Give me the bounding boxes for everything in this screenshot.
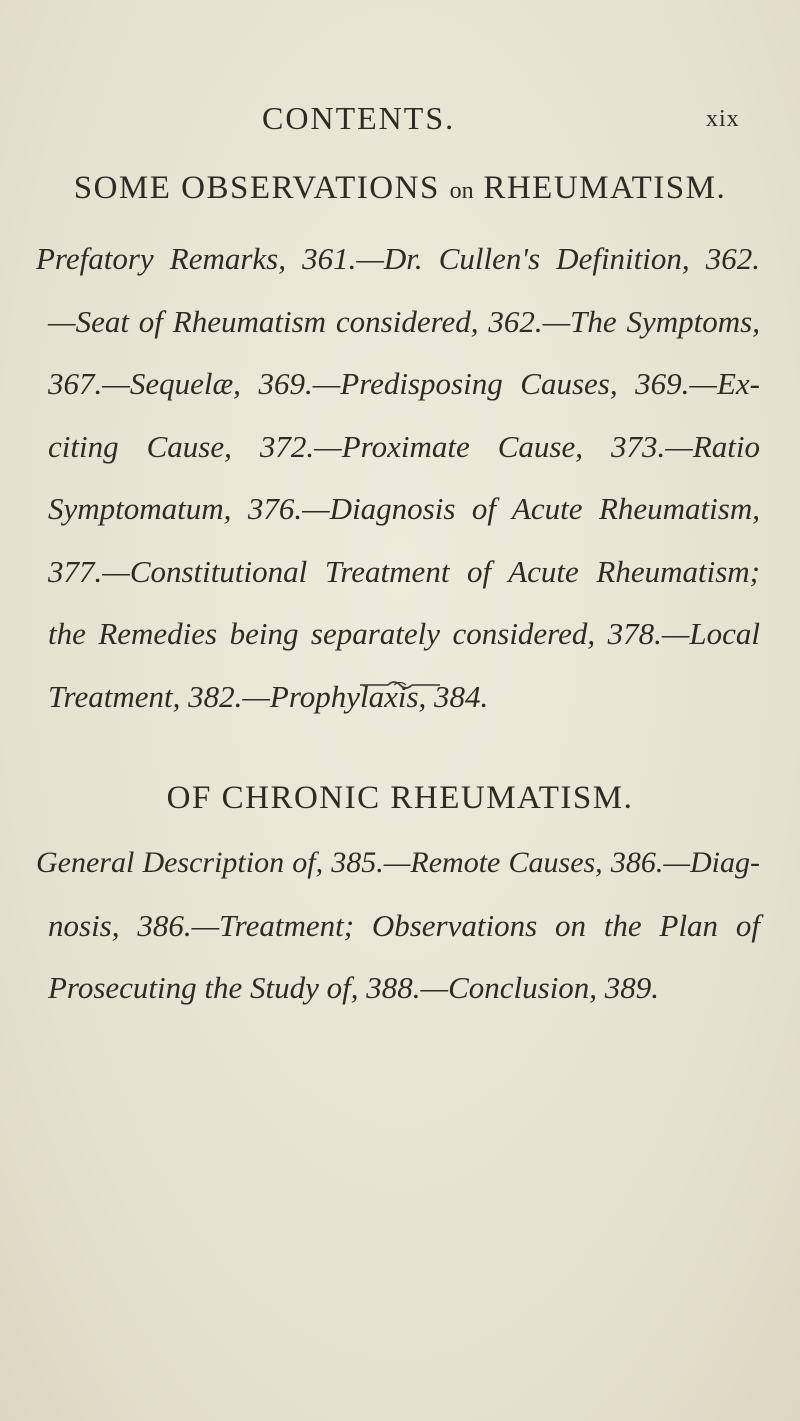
section-heading-chronic-rheumatism: OF CHRONIC RHEUMATISM. <box>166 780 634 816</box>
entry-line: the Remedies being separately considered, 378.—Local <box>48 616 760 651</box>
entry-line: General Description of, 385.—Remote Causes, 386.—Diag- <box>36 846 760 879</box>
entry-line: nosis, 386.—Treatment; Observations on the Plan of <box>48 907 760 943</box>
entry-line: Symptomatum, 376.—Diagnosis of Acute Rheumatism, <box>48 491 760 526</box>
contents-entry-rheumatism <box>36 228 760 728</box>
entry-line: 367.—Sequelæ, 369.—Predisposing Causes, 369.—Ex- <box>48 366 760 401</box>
section-heading-rheumatism: SOME OBSERVATIONS on RHEUMATISM. <box>73 170 727 206</box>
entry-line: Prefatory Remarks, 361.—Dr. Cullen's Definition, 362. <box>36 241 760 276</box>
contents-entry-chronic-rheumatism <box>36 832 760 1020</box>
entry-line: citing Cause, 372.—Proximate Cause, 373.—Ratio <box>48 428 760 464</box>
entry-line: Prosecuting the Study of, 388.—Conclusion, 389. <box>48 970 660 1005</box>
entry-line: 377.—Constitutional Treatment of Acute Rheumatism; <box>48 553 760 589</box>
running-title: CONTENTS. <box>262 100 456 136</box>
entry-line: —Seat of Rheumatism considered, 362.—The Symptoms, <box>48 303 760 339</box>
page-header <box>0 100 800 140</box>
entry-line: Treatment, 382.—Prophylaxis, 384. <box>48 678 489 714</box>
page-number: xix <box>706 106 740 132</box>
ornamental-rule <box>358 678 442 692</box>
